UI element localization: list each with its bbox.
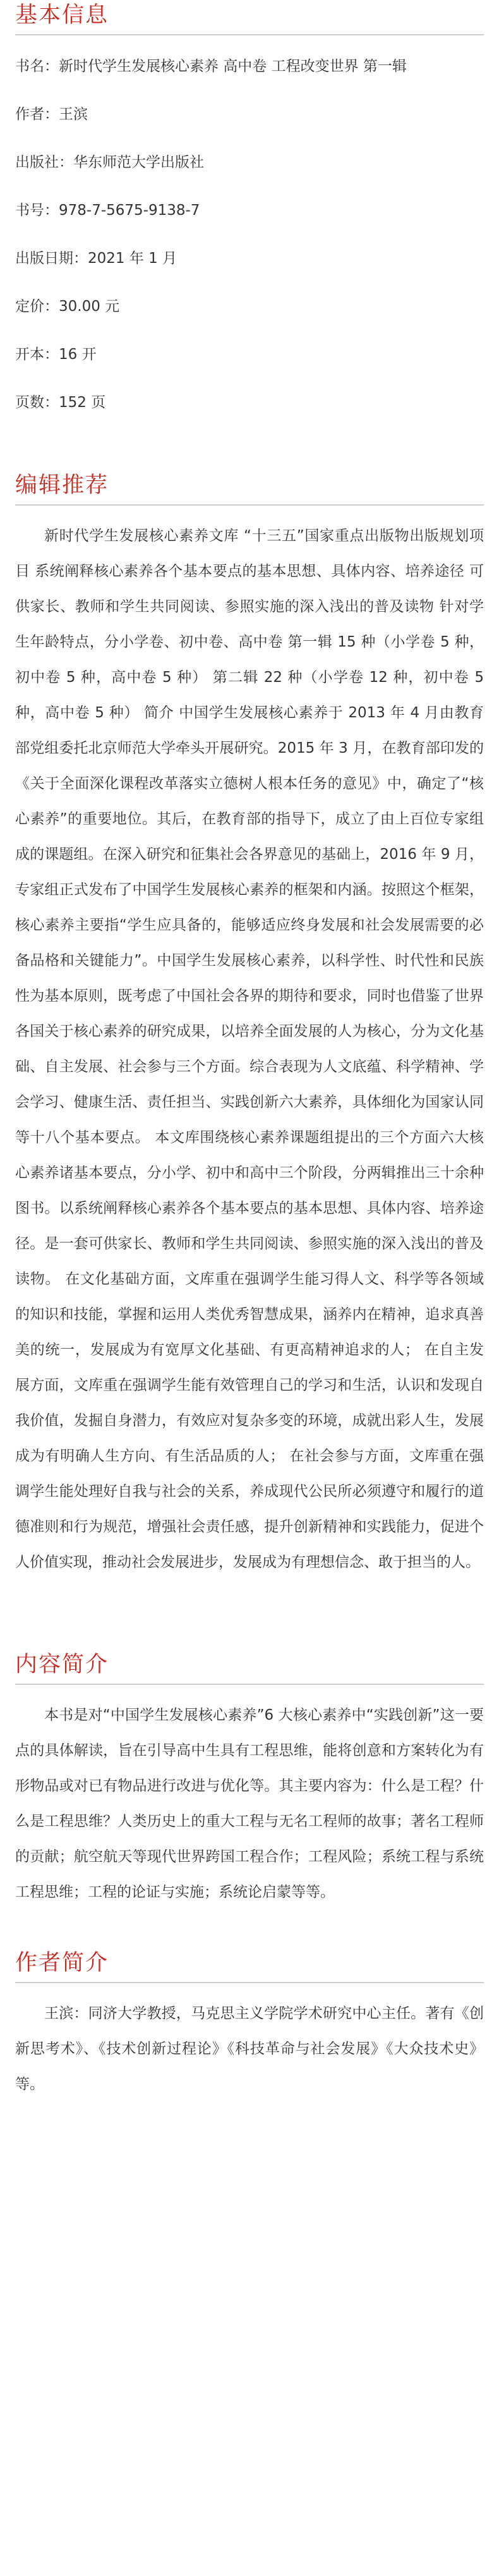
editor-recommend-section — [15, 470, 484, 1580]
content-intro-section — [15, 1649, 484, 1910]
editor-recommend-title: 编辑推荐 — [15, 473, 109, 498]
content-intro-divider — [15, 1684, 484, 1685]
info-value: 16 开 — [59, 346, 97, 363]
info-label: 开本： — [15, 346, 59, 363]
info-row-title — [15, 56, 484, 77]
info-value: 王滨 — [59, 106, 88, 123]
info-row-pages — [15, 392, 484, 413]
info-value: 152 页 — [59, 394, 106, 411]
content-intro-text: 本书是对“中国学生发展核心素养”6 大核心素养中“实践创新”这一要点的具体解读，旨在引导高中生具有工程思维，能将创意和方案转化为有形物品或对已有物品进行改进与优化等。其主要内容为：什么是工程？什么是工程思维？人类历史上的重大工程与无名工程师的故事；著名工程师的贡献；航空航天等现代世界跨国工程合作；工程风险；系统工程与系统工程思维；工程的论证与实施；系统论启蒙等等。 — [15, 1707, 484, 1900]
content-intro-title: 内容简介 — [15, 1652, 109, 1677]
info-value: 978-7-5675-9138-7 — [59, 202, 200, 219]
author-intro-title: 作者简介 — [15, 1950, 109, 1976]
info-label: 出版日期： — [15, 250, 88, 267]
info-value: 华东师范大学出版社 — [73, 154, 204, 171]
basic-info-section — [15, 0, 484, 413]
basic-info-divider — [15, 34, 484, 35]
info-label: 书号： — [15, 202, 59, 219]
info-label: 书名： — [15, 58, 59, 75]
info-value: 30.00 元 — [59, 298, 120, 315]
basic-info-list — [15, 56, 484, 413]
basic-info-title: 基本信息 — [15, 3, 109, 28]
author-intro-divider — [15, 1982, 484, 1983]
info-row-author — [15, 104, 484, 125]
info-label: 作者： — [15, 106, 59, 123]
info-row-price — [15, 296, 484, 317]
author-intro-text: 王滨：同济大学教授，马克思主义学院学术研究中心主任。著有《创新思考术》、《技术创新过程论》《科技革命与社会发展》《大众技术史》等。 — [15, 2005, 484, 2093]
editor-recommend-text: 新时代学生发展核心素养文库 “十三五”国家重点出版物出版规划项目 系统阐释核心素养各个基本要点的基本思想、具体内容、培养途径 可供家长、教师和学生共同阅读、参照实施的深入浅出的普及读物 针对学生年龄特点，分小学卷、初中卷、高中卷 第一辑 15 种（小学卷 5 种，初中卷 5 种，高中卷 5 种） 第二辑 22 种（小学卷 12 种，初中卷 5 种，高中卷 5 种） 简介 中国学生发展核心素养于 2013 年 4 月由教育部党组委托北京师范大学牵头开展研究。2015 年 3 月，在教育部印发的《关于全面深化课程改革落实立德树人根本任务的意见》中，确定了“核心素养”的重要地位。其后，在教育部的指导下，成立了由上百位专家组成的课题组。在深入研究和征集社会各界意见的基础上，2016 年 9 月，专家组正式发布了中国学生发展核心素养的框架和内涵。按照这个框架，核心素养主要指“学生应具备的，能够适应终身发展和社会发展需要的必备品格和关键能力”。中国学生发展核心素养，以科学性、时代性和民族性为基本原则，既考虑了中国社会各界的期待和要求，同时也借鉴了世界各国关于核心素养的研究成果，以培养全面发展的人为核心，分为文化基础、自主发展、社会参与三个方面。综合表现为人文底蕴、科学精神、学会学习、健康生活、责任担当、实践创新六大素养，具体细化为国家认同等十八个基本要点。 本文库围绕核心素养课题组提出的三个方面六大核心素养诸基本要点，分小学、初中和高中三个阶段，分两辑推出三十余种图书。以系统阐释核心素养各个基本要点的基本思想、具体内容、培养途径。是一套可供家长、教师和学生共同阅读、参照实施的深入浅出的普及读物。 在文化基础方面，文库重在强调学生能习得人文、科学等各领域的知识和技能，掌握和运用人类优秀智慧成果，涵养内在精神，追求真善美的统一，发展成为有宽厚文化基础、有更高精神追求的人； 在自主发展方面，文库重在强调学生能有效管理自己的学习和生活，认识和发现自我价值，发掘自身潜力，有效应对复杂多变的环境，成就出彩人生，发展成为有明确人生方向、有生活品质的人； 在社会参与方面，文库重在强调学生能处理好自我与社会的关系，养成现代公民所必须遵守和履行的道德准则和行为规范，增强社会责任感，提升创新精神和实践能力，促进个人价值实现，推动社会发展进步，发展成为有理想信念、敢于担当的人。 — [15, 528, 484, 1571]
info-label: 出版社： — [15, 154, 73, 171]
info-value: 新时代学生发展核心素养 高中卷 工程改变世界 第一辑 — [59, 58, 407, 75]
author-intro-section — [15, 1948, 484, 2102]
editor-recommend-divider — [15, 504, 484, 506]
info-row-date — [15, 248, 484, 269]
info-row-isbn — [15, 200, 484, 221]
info-row-format — [15, 344, 484, 365]
info-row-publisher — [15, 152, 484, 173]
info-label: 页数： — [15, 394, 59, 411]
info-value: 2021 年 1 月 — [88, 250, 177, 267]
info-label: 定价： — [15, 298, 59, 315]
